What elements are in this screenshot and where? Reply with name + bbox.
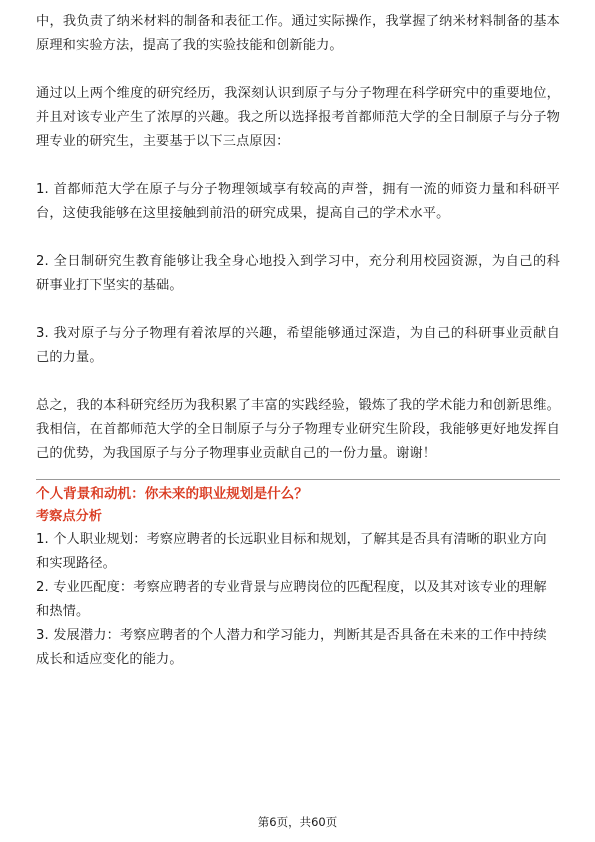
paragraph-conclusion: 总之，我的本科研究经历为我积累了丰富的实践经验，锻炼了我的学术能力和创新思维。我相信，在首都师范大学的全日制原子与分子物理专业研究生阶段，我能够更好地发挥自己的优势，为我国原子与分子物理事业贡献自己的一份力量。谢谢！ — [36, 398, 560, 461]
paragraph-gap — [36, 58, 560, 82]
analysis-point-1: 1. 个人职业规划：考察应聘者的长远职业目标和规划，了解其是否具有清晰的职业方向和实现路径。 — [36, 532, 547, 571]
paragraph-gap — [36, 154, 560, 178]
document-page — [36, 10, 560, 672]
question-title: 个人背景和动机：你未来的职业规划是什么？ — [36, 486, 308, 502]
analysis-label: 考察点分析 — [36, 509, 102, 524]
paragraph-reason-3: 3. 我对原子与分子物理有着浓厚的兴趣，希望能够通过深造，为自己的科研事业贡献自己的力量。 — [36, 326, 560, 365]
section-divider — [36, 479, 560, 480]
analysis-point-3: 3. 发展潜力：考察应聘者的个人潜力和学习能力，判断其是否具备在未来的工作中持续成长和适应变化的能力。 — [36, 628, 547, 667]
paragraph-intro-continuation: 中，我负责了纳米材料的制备和表征工作。通过实际操作，我掌握了纳米材料制备的基本原理和实验方法，提高了我的实验技能和创新能力。 — [36, 14, 560, 53]
paragraph-gap — [36, 370, 560, 394]
analysis-point-2: 2. 专业匹配度：考察应聘者的专业背景与应聘岗位的匹配程度，以及其对该专业的理解和热情。 — [36, 580, 547, 619]
paragraph-reason-1: 1. 首都师范大学在原子与分子物理领域享有较高的声誉，拥有一流的师资力量和科研平台，这使我能够在这里接触到前沿的研究成果，提高自己的学术水平。 — [36, 182, 560, 221]
paragraph-reason-2: 2. 全日制研究生教育能够让我全身心地投入到学习中，充分利用校园资源，为自己的科研事业打下坚实的基础。 — [36, 254, 560, 293]
page-number: 第6页，共60页 — [257, 815, 338, 829]
paragraph-motivation: 通过以上两个维度的研究经历，我深刻认识到原子与分子物理在科学研究中的重要地位，并且对该专业产生了浓厚的兴趣。我之所以选择报考首都师范大学的全日制原子与分子物理专业的研究生，主要基于以下三点原因： — [36, 86, 560, 149]
paragraph-gap — [36, 226, 560, 250]
paragraph-gap — [36, 298, 560, 322]
